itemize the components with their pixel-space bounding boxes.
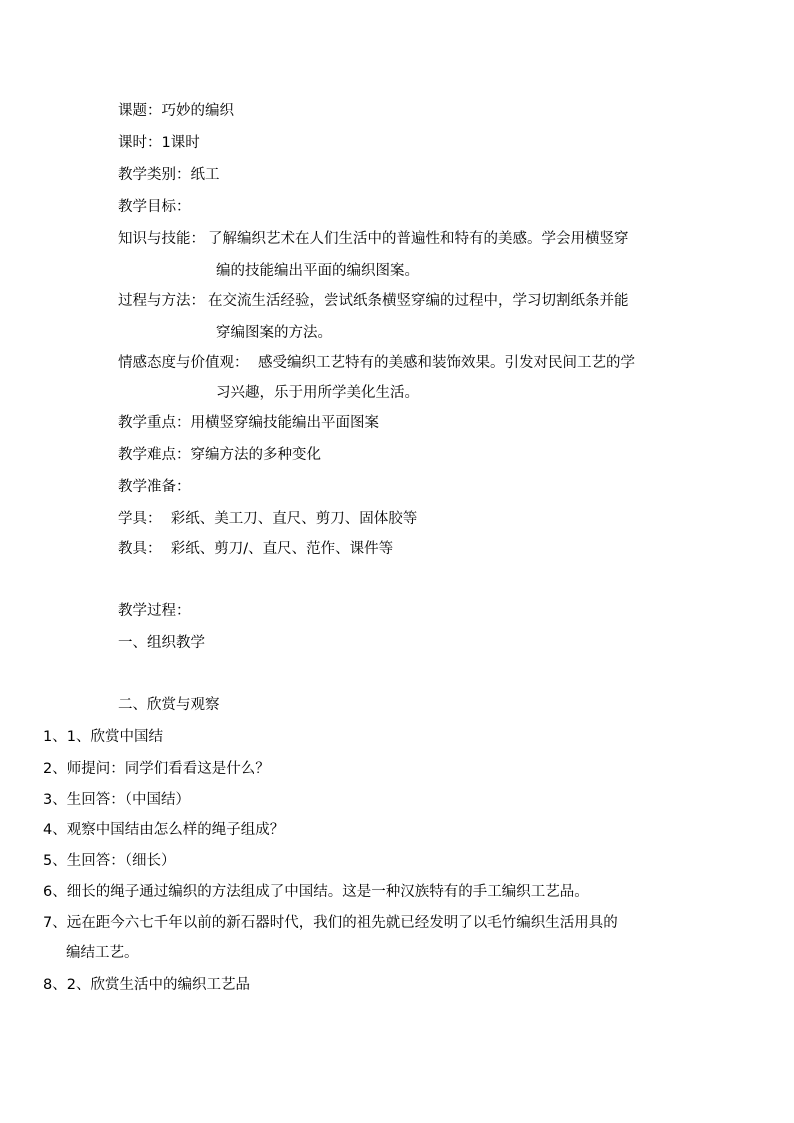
list-item-8 — [43, 975, 250, 995]
list-text: 师提问：同学们看看这是什么？ — [66, 761, 270, 777]
list-text: 生回答：（细长） — [66, 853, 176, 869]
list-number: 4、 — [43, 822, 67, 838]
list-item-4 — [43, 820, 284, 840]
list-text: 生回答：（中国结） — [66, 792, 190, 808]
list-number: 8、 — [43, 977, 67, 993]
difficulty-line: 教学难点：穿编方法的多种变化 — [118, 447, 321, 463]
list-text: 2、欣赏生活中的编织工艺品 — [66, 977, 250, 993]
process-title: 教学过程： — [118, 603, 191, 619]
list-text: 1、欣赏中国结 — [66, 729, 163, 745]
section-appreciate: 二、欣赏与观察 — [118, 697, 220, 713]
list-number: 3、 — [43, 792, 67, 808]
list-item-7-continuation: 编结工艺。 — [66, 945, 139, 961]
section-organize: 一、组织教学 — [118, 635, 205, 651]
list-text: 远在距今六七千年以前的新石器时代，我们的祖先就已经发明了以毛竹编织生活用具的 — [66, 915, 618, 931]
goal-text-emotion-line1: 感受编织工艺特有的美感和装饰效果。引发对民间工艺的学 — [258, 355, 635, 371]
list-item-2 — [43, 759, 270, 779]
list-number: 1、 — [43, 729, 67, 745]
category-line: 教学类别：纸工 — [118, 167, 220, 183]
goal-label-emotion: 情感态度与价值观： — [118, 355, 249, 371]
prep-title: 教学准备： — [118, 479, 191, 495]
prep-students: 学具： 彩纸、美工刀、直尺、剪刀、固体胶等 — [118, 511, 418, 527]
goals-title: 教学目标： — [118, 199, 191, 215]
goal-text-knowledge-line2: 编的技能编出平面的编织图案。 — [216, 263, 419, 279]
goal-label-process: 过程与方法： — [118, 293, 205, 309]
list-number: 2、 — [43, 761, 67, 777]
prep-teacher: 教具： 彩纸、剪刀/、直尺、范作、课件等 — [118, 541, 394, 557]
list-item-6 — [43, 882, 589, 902]
list-item-1 — [43, 727, 163, 747]
goal-text-process-line1: 在交流生活经验，尝试纸条横竖穿编的过程中，学习切割纸条并能 — [208, 293, 629, 309]
list-number: 7、 — [43, 915, 67, 931]
list-item-3 — [43, 790, 190, 810]
list-item-5 — [43, 851, 175, 871]
topic-line: 课题：巧妙的编织 — [118, 103, 234, 119]
goal-label-knowledge: 知识与技能： — [118, 231, 205, 247]
goal-text-knowledge-line1: 了解编织艺术在人们生活中的普遍性和特有的美感。学会用横竖穿 — [208, 231, 629, 247]
hours-line: 课时：1课时 — [118, 135, 200, 151]
goal-text-emotion-line2: 习兴趣，乐于用所学美化生活。 — [216, 385, 419, 401]
goal-text-process-line2: 穿编图案的方法。 — [216, 325, 332, 341]
list-item-7 — [43, 913, 618, 933]
list-number: 5、 — [43, 853, 67, 869]
focus-line: 教学重点：用横竖穿编技能编出平面图案 — [118, 415, 379, 431]
list-number: 6、 — [43, 884, 67, 900]
list-text: 细长的绳子通过编织的方法组成了中国结。这是一种汉族特有的手工编织工艺品。 — [66, 884, 589, 900]
list-text: 观察中国结由怎么样的绳子组成？ — [66, 822, 285, 838]
